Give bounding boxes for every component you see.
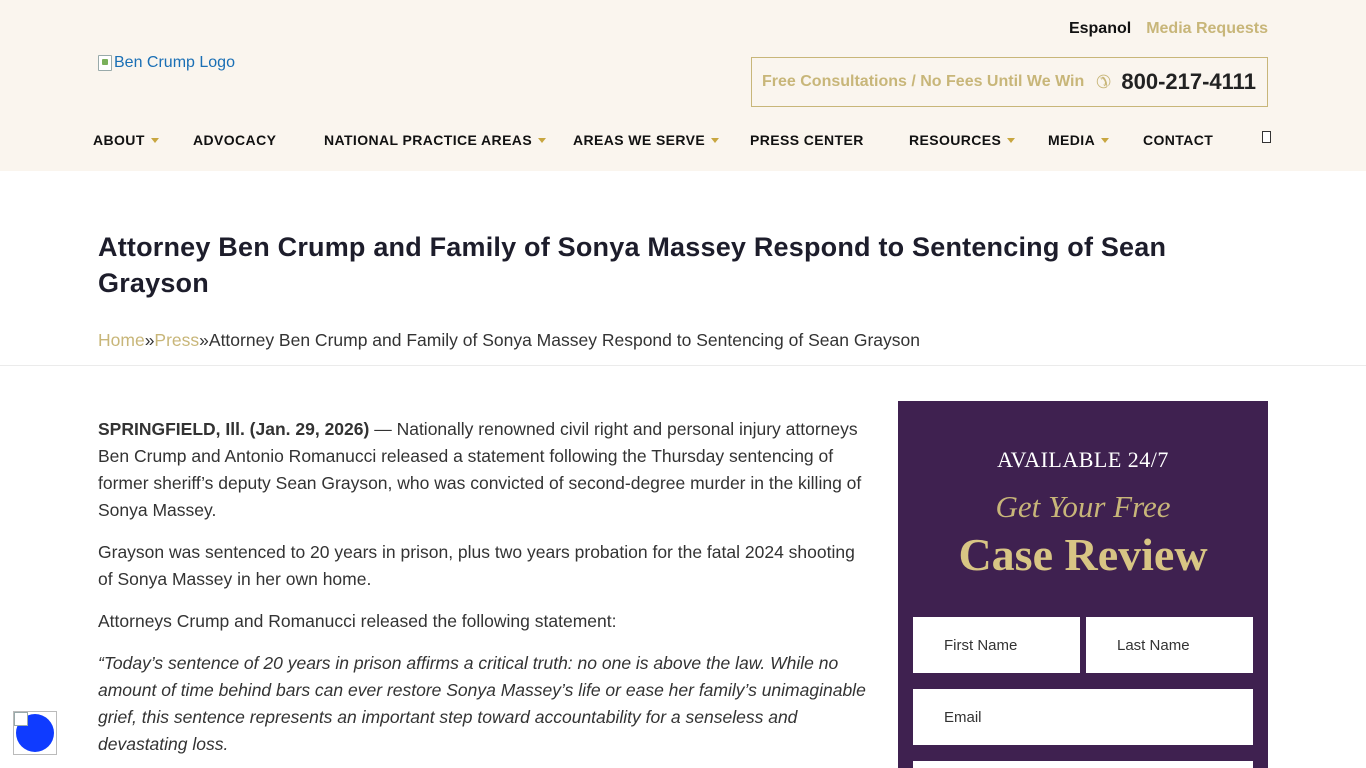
article-paragraph	[98, 416, 868, 524]
accessibility-button[interactable]	[13, 711, 57, 755]
nav-label: MEDIA	[1048, 132, 1096, 148]
nav-label: RESOURCES	[909, 132, 1002, 148]
top-links	[1069, 20, 1268, 38]
nav-item-media[interactable]	[1048, 132, 1109, 148]
breadcrumb-separator: »	[199, 330, 209, 350]
nav-item-advocacy[interactable]	[193, 132, 276, 148]
broken-image-icon	[98, 55, 112, 71]
last-name-field[interactable]: Last Name	[1086, 617, 1253, 673]
cta-text: Free Consultations / No Fees Until We Win	[762, 73, 1085, 90]
consultation-cta[interactable]	[751, 57, 1268, 107]
article-paragraph: Attorneys Crump and Romanucci released the following statement:	[98, 611, 617, 631]
broken-image-icon	[14, 712, 28, 726]
phone-icon: ✆	[1096, 71, 1112, 92]
breadcrumb-home[interactable]: Home	[98, 330, 145, 350]
breadcrumb-current: Attorney Ben Crump and Family of Sonya Massey Respond to Sentencing of Sean Grayson	[208, 330, 920, 350]
cta-phone: 800-217-4111	[1121, 69, 1256, 94]
paragraph-text: — Nationally renowned civil right and personal injury attorneys Ben Crump and Antonio Romanucci released a statement following the Thursday sentencing of former sheriff’s deputy Sean Grayson, who was convicted of second-degree murder in the killing of Sonya Massey.	[98, 419, 862, 520]
divider	[0, 365, 1366, 366]
nav-label: PRESS CENTER	[750, 132, 864, 148]
nav-item-press-center[interactable]	[750, 132, 864, 148]
caret-down-icon	[1007, 138, 1015, 143]
statement-quote: “Today’s sentence of 20 years in prison affirms a critical truth: no one is above the law. While no amount of time behind bars can ever restore Sonya Massey’s life or ease her family’s unimaginable grief, this sentence represents an important step toward accountability for a senseless and devastating loss.	[98, 653, 866, 754]
site-header	[0, 0, 1366, 171]
case-review-form	[898, 401, 1268, 768]
phone-field[interactable]	[913, 761, 1253, 768]
nav-item-areas-we-serve[interactable]	[573, 132, 719, 148]
nav-label: NATIONAL PRACTICE AREAS	[324, 132, 533, 148]
site-logo[interactable]	[98, 54, 235, 72]
get-free-heading: Get Your Free	[995, 489, 1171, 524]
search-icon[interactable]	[1262, 131, 1271, 143]
main-nav	[0, 126, 1366, 156]
case-review-heading: Case Review	[958, 529, 1208, 580]
espanol-link[interactable]: Espanol	[1068, 20, 1132, 37]
first-name-field[interactable]: First Name	[913, 617, 1080, 673]
caret-down-icon	[1101, 138, 1109, 143]
page-title: Attorney Ben Crump and Family of Sonya Massey Respond to Sentencing of Sean Grayson	[98, 232, 1167, 298]
nav-item-resources[interactable]	[909, 132, 1015, 148]
dateline: SPRINGFIELD, Ill. (Jan. 29, 2026)	[98, 419, 370, 439]
logo-alt-text: Ben Crump Logo	[114, 54, 235, 71]
breadcrumb	[98, 330, 920, 351]
caret-down-icon	[538, 138, 546, 143]
nav-label: CONTACT	[1143, 132, 1214, 148]
nav-label: AREAS WE SERVE	[573, 132, 706, 148]
nav-label: ABOUT	[93, 132, 145, 148]
caret-down-icon	[711, 138, 719, 143]
breadcrumb-separator: »	[144, 330, 155, 350]
nav-label: ADVOCACY	[193, 132, 277, 148]
article-paragraph: Grayson was sentenced to 20 years in prison, plus two years probation for the fatal 2024 shooting of Sonya Massey in her own home.	[98, 542, 855, 589]
available-heading: AVAILABLE 24/7	[997, 447, 1169, 472]
article-body	[98, 416, 868, 768]
caret-down-icon	[151, 138, 159, 143]
email-field[interactable]: Email	[913, 689, 1253, 745]
nav-item-about[interactable]	[93, 132, 159, 148]
media-requests-link[interactable]: Media Requests	[1146, 20, 1268, 37]
nav-item-national-practice-areas[interactable]	[324, 132, 546, 148]
breadcrumb-press[interactable]: Press	[154, 330, 200, 350]
nav-item-contact[interactable]	[1143, 132, 1213, 148]
